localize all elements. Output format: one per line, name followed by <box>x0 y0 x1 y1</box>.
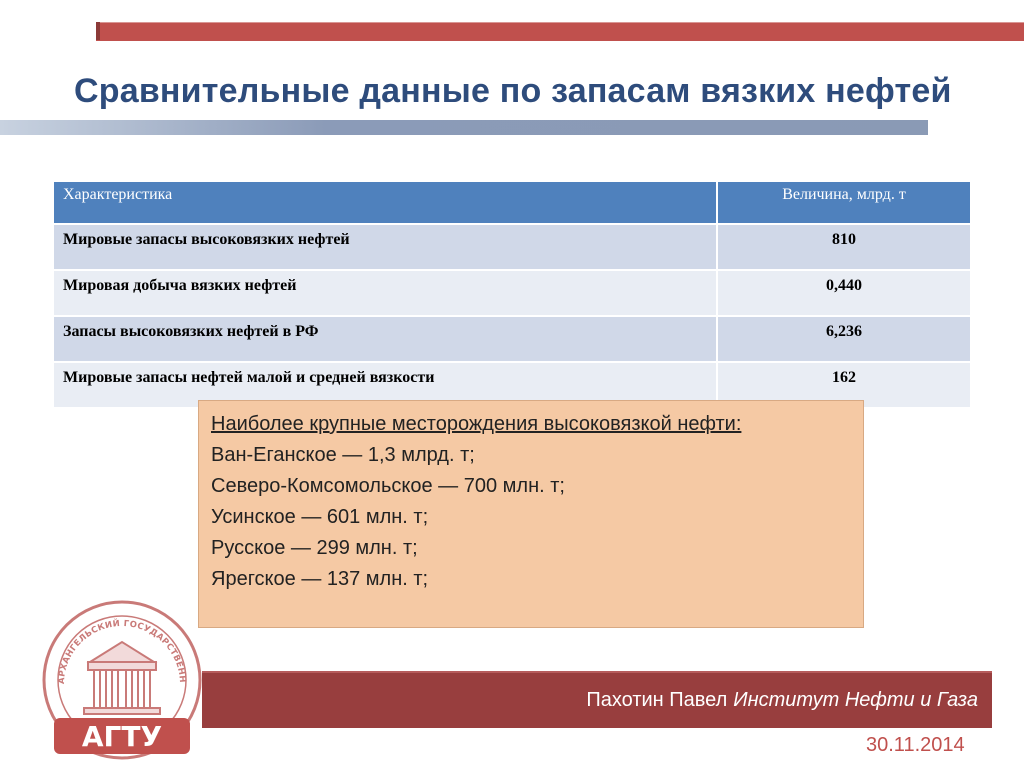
largest-fields-box <box>198 400 864 628</box>
top-decor-bar-cap <box>96 22 100 40</box>
footer-bar <box>202 671 992 728</box>
fields-heading: Наиболее крупные месторождения высоковязкой нефти: <box>211 413 742 435</box>
row-label: Мировые запасы нефтей малой и средней вязкости <box>53 362 717 408</box>
row-value: 0,440 <box>717 270 971 316</box>
footer-author: Пахотин Павел <box>586 689 728 711</box>
row-value: 6,236 <box>717 316 971 362</box>
header-characteristic: Характеристика <box>53 181 717 224</box>
table-header-row <box>53 181 971 224</box>
svg-text:АРХАНГЕЛЬСКИЙ ГОСУДАРСТВЕННЫЙ: АРХАНГЕЛЬСКИЙ ГОСУДАРСТВЕНН <box>56 618 188 685</box>
row-label: Мировая добыча вязких нефтей <box>53 270 717 316</box>
field-item: Усинское — 601 млн. т; <box>211 506 429 528</box>
reserves-table <box>52 180 972 409</box>
table-row <box>53 316 971 362</box>
field-item: Северо-Комсомольское — 700 млн. т; <box>211 475 565 497</box>
title-underline-bar <box>0 120 928 135</box>
row-label: Запасы высоковязких нефтей в РФ <box>53 316 717 362</box>
table-row <box>53 270 971 316</box>
logo-text: АГТУ <box>81 720 163 753</box>
field-item: Ярегское — 137 млн. т; <box>211 568 429 590</box>
field-item: Русское — 299 млн. т; <box>211 537 418 559</box>
footer-institute: Институт Нефти и Газа <box>733 689 978 711</box>
header-value: Величина, млрд. т <box>717 181 971 224</box>
table-row <box>53 224 971 270</box>
top-decor-bar <box>96 22 1024 41</box>
row-value: 810 <box>717 224 971 270</box>
row-label: Мировые запасы высоковязких нефтей <box>53 224 717 270</box>
footer-text <box>586 689 978 712</box>
slide-date: 30.11.2014 <box>866 734 965 756</box>
row-value: 162 <box>717 362 971 408</box>
field-item: Ван-Еганское — 1,3 млрд. т; <box>211 444 475 466</box>
university-logo <box>40 598 204 762</box>
university-logo-image <box>40 598 204 762</box>
slide-title: Сравнительные данные по запасам вязких нефтей <box>74 72 952 110</box>
